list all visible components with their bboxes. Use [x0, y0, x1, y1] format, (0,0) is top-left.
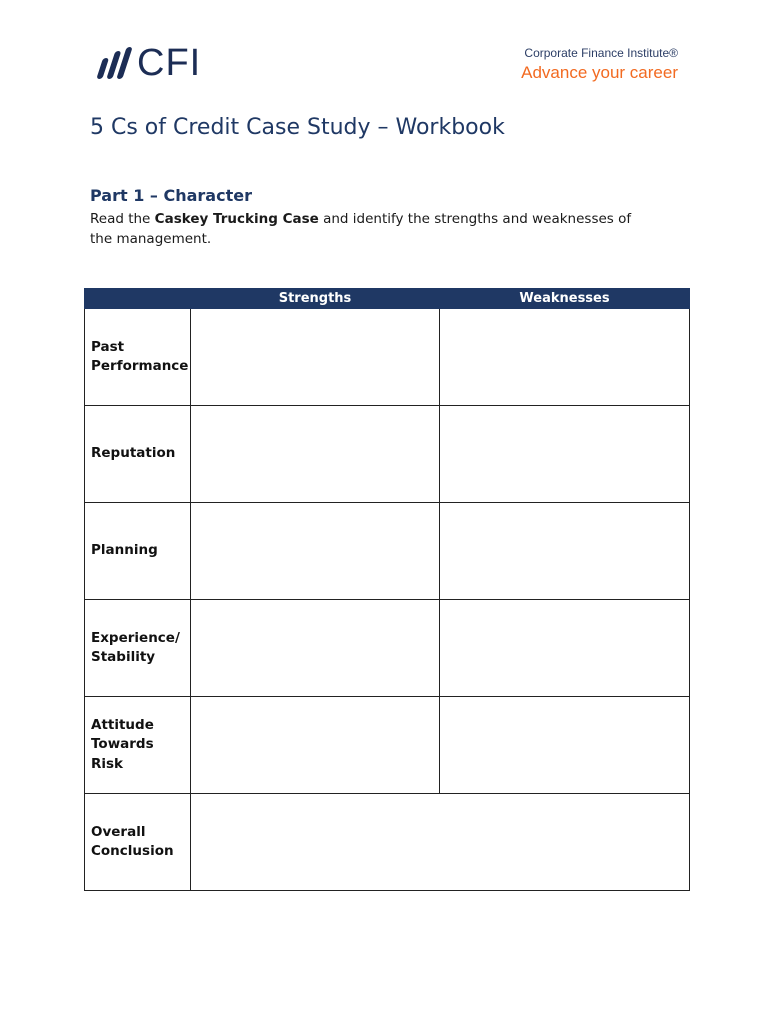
weaknesses-cell[interactable] [440, 697, 690, 794]
row-label-planning: Planning [85, 503, 191, 600]
weaknesses-cell[interactable] [440, 309, 690, 406]
table-row [85, 309, 690, 406]
strengths-cell[interactable] [191, 406, 440, 503]
page-title: 5 Cs of Credit Case Study – Workbook [90, 115, 505, 140]
intro-suffix: and identify the strengths and weaknesses of the management. [90, 211, 632, 247]
strengths-cell[interactable] [191, 697, 440, 794]
row-label-reputation: Reputation [85, 406, 191, 503]
row-label-overall-conclusion: Overall Conclusion [85, 794, 191, 891]
cfi-logo-mark-icon [94, 46, 136, 80]
character-table [84, 288, 690, 891]
row-label-past-performance: Past Performance [85, 309, 191, 406]
table-row [85, 406, 690, 503]
weaknesses-cell[interactable] [440, 406, 690, 503]
weaknesses-cell[interactable] [440, 503, 690, 600]
case-name: Caskey Trucking Case [154, 211, 319, 227]
header-blank [85, 289, 191, 309]
cfi-logo [94, 42, 202, 84]
logo-wordmark: CFI [137, 42, 202, 84]
section-heading: Part 1 – Character [90, 186, 252, 205]
header-weaknesses: Weaknesses [440, 289, 690, 309]
row-label-attitude-towards-risk: Attitude Towards Risk [85, 697, 191, 794]
career-tagline: Advance your career [521, 63, 678, 82]
strengths-cell[interactable] [191, 309, 440, 406]
strengths-cell[interactable] [191, 503, 440, 600]
table-header-row [85, 289, 690, 309]
intro-prefix: Read the [90, 211, 155, 227]
table-row [85, 503, 690, 600]
row-label-experience-stability: Experience/ Stability [85, 600, 191, 697]
table-row [85, 794, 690, 891]
header-tagline [521, 46, 678, 84]
table-row [85, 600, 690, 697]
strengths-cell[interactable] [191, 600, 440, 697]
conclusion-cell[interactable] [191, 794, 690, 891]
section-intro [90, 209, 650, 249]
header-strengths: Strengths [191, 289, 440, 309]
weaknesses-cell[interactable] [440, 600, 690, 697]
institute-name: Corporate Finance Institute® [524, 46, 678, 60]
table-row [85, 697, 690, 794]
